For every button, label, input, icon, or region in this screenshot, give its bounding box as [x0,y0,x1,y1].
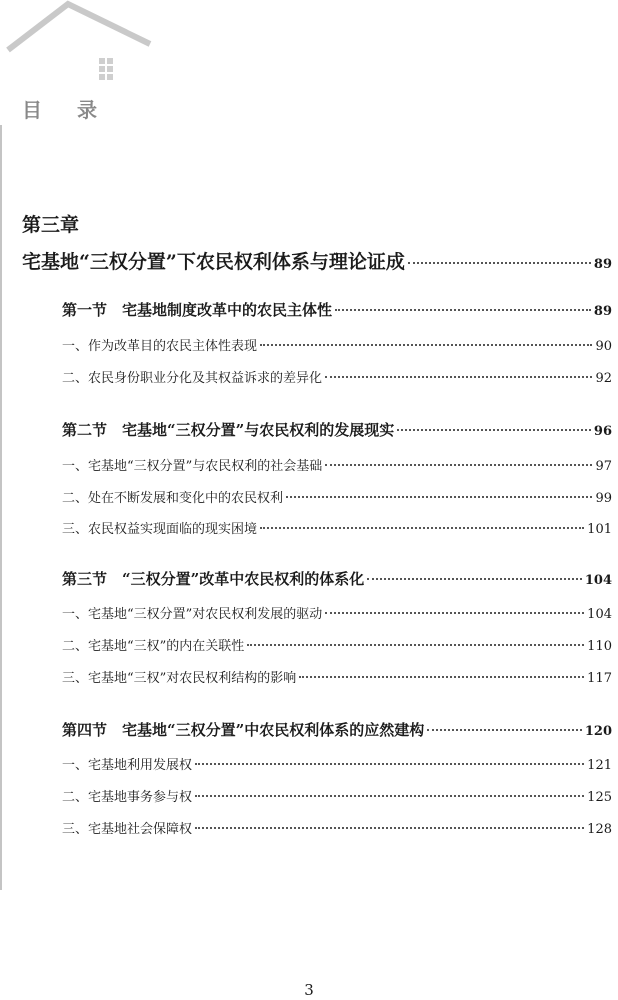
item-page: 125 [587,790,612,805]
item-title: 三、宅基地“三权”对农民权利结构的影响 [62,671,297,686]
chapter-title: 宅基地“三权分置”下农民权利体系与理论证成 [22,251,405,273]
toc-item[interactable] [62,754,612,773]
chapter-page: 89 [593,257,612,272]
house-logo-icon [0,0,160,90]
toc-item[interactable] [62,635,612,654]
section-page: 120 [584,724,612,739]
dot-leader [195,763,584,765]
section-entry[interactable] [62,419,612,440]
toc-heading: 目 录 [22,98,111,122]
dot-leader [260,527,584,529]
dot-leader [325,376,592,378]
toc-item[interactable] [62,335,612,354]
section-page: 104 [584,573,612,588]
toc-item[interactable] [62,667,612,686]
toc-item[interactable] [62,518,612,537]
dot-leader [260,344,592,346]
page-number: 3 [304,981,314,999]
item-title: 二、处在不断发展和变化中的农民权利 [62,491,284,506]
item-page: 99 [595,491,612,506]
item-page: 110 [587,639,612,654]
item-title: 一、宅基地利用发展权 [62,758,193,773]
dot-leader [299,676,584,678]
toc-item[interactable] [62,455,612,474]
toc-item[interactable] [62,818,612,837]
item-page: 104 [587,607,612,622]
dot-leader [427,729,582,731]
margin-line [0,125,2,890]
item-page: 128 [587,822,612,837]
item-page: 121 [587,758,612,773]
section-title: 第一节 宅基地制度改革中的农民主体性 [62,301,333,319]
dot-leader [367,578,582,580]
item-title: 一、宅基地“三权分置”与农民权利的社会基础 [62,459,323,474]
toc-item[interactable] [62,786,612,805]
section-page: 89 [593,304,612,319]
dot-leader [325,612,584,614]
chapter-title-entry[interactable] [22,247,612,274]
dot-leader [408,262,591,264]
dot-leader [335,309,591,311]
item-title: 三、农民权益实现面临的现实困境 [62,522,258,537]
item-page: 92 [595,371,612,386]
section-entry[interactable] [62,299,612,320]
dot-leader [195,827,584,829]
chapter-label: 第三章 [22,214,80,236]
toc-item[interactable] [62,603,612,622]
item-page: 90 [595,339,612,354]
item-title: 一、宅基地“三权分置”对农民权利发展的驱动 [62,607,323,622]
section-title: 第四节 宅基地“三权分置”中农民权利体系的应然建构 [62,721,425,739]
section-entry[interactable] [62,568,612,589]
dot-leader [195,795,584,797]
item-page: 101 [587,522,612,537]
toc-item[interactable] [62,367,612,386]
dot-leader [397,429,591,431]
item-page: 117 [587,671,612,686]
section-page: 96 [593,424,612,439]
item-title: 一、作为改革目的农民主体性表现 [62,339,258,354]
dot-leader [325,464,592,466]
toc-item[interactable] [62,487,612,506]
item-page: 97 [595,459,612,474]
item-title: 二、农民身份职业分化及其权益诉求的差异化 [62,371,323,386]
dot-leader [247,644,584,646]
item-title: 二、宅基地“三权”的内在关联性 [62,639,245,654]
section-title: 第三节 “三权分置”改革中农民权利的体系化 [62,570,365,588]
section-entry[interactable] [62,719,612,740]
section-title: 第二节 宅基地“三权分置”与农民权利的发展现实 [62,421,395,439]
item-title: 三、宅基地社会保障权 [62,822,193,837]
item-title: 二、宅基地事务参与权 [62,790,193,805]
dot-leader [286,496,592,498]
